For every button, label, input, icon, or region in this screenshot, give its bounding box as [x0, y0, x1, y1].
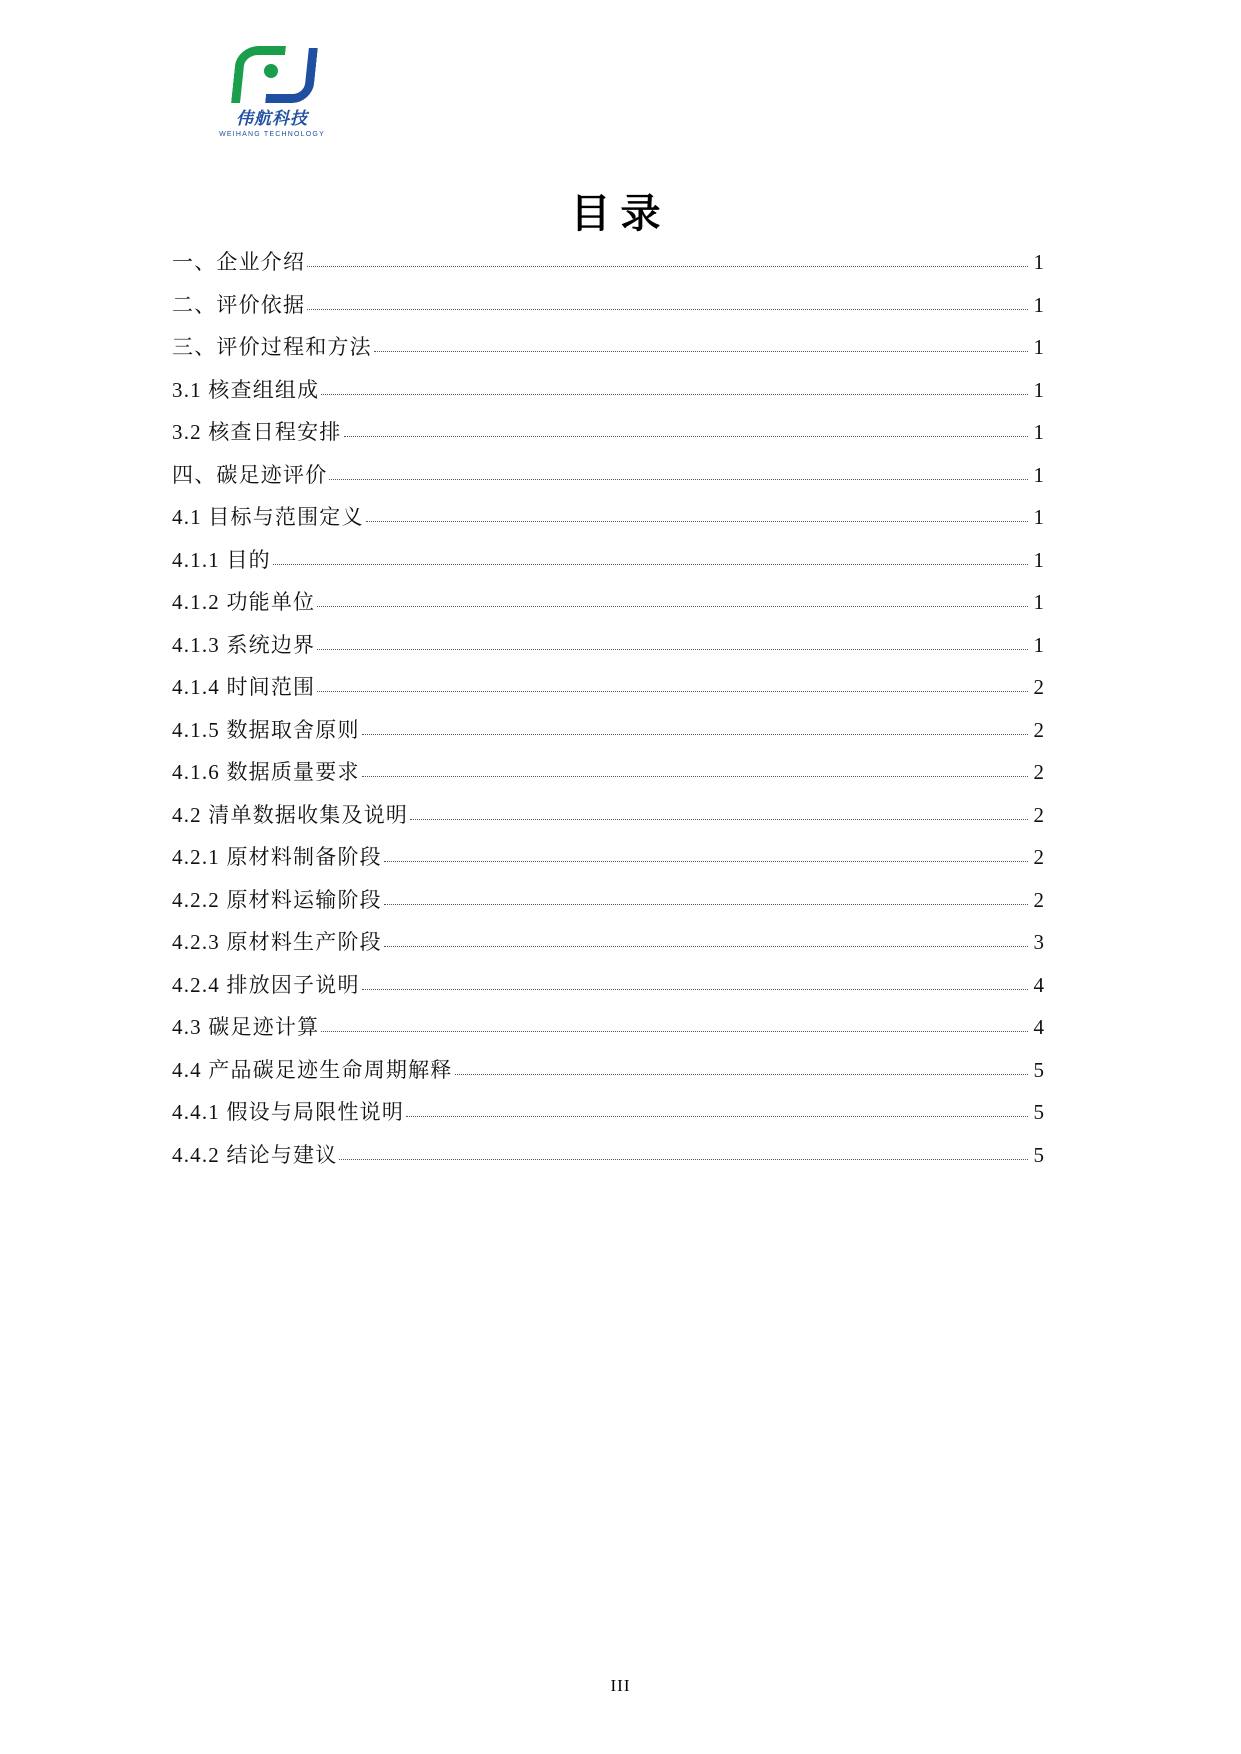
- page-number-footer: III: [610, 1676, 631, 1695]
- toc-entry[interactable]: [172, 547, 1044, 572]
- toc-entry-label: 4.2.1 原材料制备阶段: [172, 845, 382, 869]
- toc-entry-page: 1: [1033, 505, 1044, 529]
- toc-entry-page: 2: [1033, 675, 1044, 699]
- toc-entry-page: 4: [1033, 972, 1044, 997]
- toc-leader-dots: [362, 775, 1028, 777]
- toc-entry-label: 4.4 产品碳足迹生命周期解释: [172, 1057, 453, 1082]
- toc-entry-label: 3.2 核查日程安排: [172, 420, 342, 444]
- toc-entry-label: 4.1.5 数据取舍原则: [172, 717, 360, 742]
- toc-entry-label: 二、评价依据: [172, 292, 306, 317]
- toc-leader-dots: [317, 605, 1028, 607]
- toc-entry-page: 1: [1033, 420, 1044, 444]
- logo-company-subtitle: WEIHANG TECHNOLOGY: [219, 131, 325, 138]
- toc-entry[interactable]: [172, 677, 1044, 698]
- toc-entry-label: 4.1.1 目的: [172, 547, 271, 572]
- toc-entry-label: 4.4.2 结论与建议: [172, 1142, 338, 1167]
- toc-leader-dots: [455, 1073, 1029, 1075]
- toc-leader-dots: [374, 350, 1028, 352]
- toc-entry[interactable]: [172, 972, 1044, 997]
- toc-entry-page: 5: [1033, 1142, 1044, 1167]
- toc-leader-dots: [406, 1115, 1028, 1117]
- toc-entry-label: 4.2.2 原材料运输阶段: [172, 887, 382, 912]
- toc-leader-dots: [366, 520, 1028, 522]
- toc-entry-label: 4.1.4 时间范围: [172, 675, 316, 699]
- toc-entry-page: 2: [1033, 717, 1044, 742]
- toc-entry-label: 四、碳足迹评价: [172, 462, 328, 487]
- toc-entry-label: 4.1.2 功能单位: [172, 590, 316, 614]
- toc-entry[interactable]: [172, 252, 1044, 273]
- toc-entry[interactable]: [172, 507, 1044, 528]
- logo-company-name: 伟航科技: [236, 109, 308, 128]
- toc-entry[interactable]: [172, 717, 1044, 742]
- toc-entry-label: 4.1 目标与范围定义: [172, 505, 364, 529]
- toc-entry-page: 5: [1033, 1057, 1044, 1082]
- table-of-contents: [172, 252, 1044, 1187]
- toc-leader-dots: [362, 988, 1028, 990]
- toc-entry-label: 3.1 核查组组成: [172, 377, 320, 402]
- toc-entry-page: 1: [1033, 335, 1044, 359]
- toc-leader-dots: [384, 860, 1028, 862]
- toc-leader-dots: [329, 478, 1028, 480]
- toc-entry[interactable]: [172, 1017, 1044, 1038]
- toc-entry[interactable]: [172, 932, 1044, 953]
- toc-entry-page: 1: [1033, 292, 1044, 317]
- toc-leader-dots: [362, 733, 1028, 735]
- toc-entry[interactable]: [172, 337, 1044, 358]
- toc-entry-page: 2: [1033, 760, 1044, 784]
- toc-entry-page: 3: [1033, 930, 1044, 954]
- toc-leader-dots: [321, 393, 1028, 395]
- toc-entry[interactable]: [172, 592, 1044, 613]
- toc-entry-page: 1: [1033, 377, 1044, 402]
- toc-leader-dots: [307, 265, 1028, 267]
- toc-entry-page: 1: [1033, 632, 1044, 657]
- toc-entry-page: 2: [1033, 802, 1044, 827]
- toc-leader-dots: [321, 1030, 1028, 1032]
- toc-leader-dots: [317, 648, 1028, 650]
- toc-leader-dots: [410, 818, 1028, 820]
- toc-entry-label: 4.2.3 原材料生产阶段: [172, 930, 382, 954]
- toc-entry-page: 4: [1033, 1015, 1044, 1039]
- toc-entry[interactable]: [172, 377, 1044, 402]
- toc-entry[interactable]: [172, 887, 1044, 912]
- logo-mark-icon: [224, 42, 320, 100]
- toc-entry-page: 1: [1033, 547, 1044, 572]
- toc-entry-page: 5: [1033, 1100, 1044, 1124]
- toc-entry[interactable]: [172, 762, 1044, 783]
- toc-leader-dots: [273, 563, 1028, 565]
- toc-entry[interactable]: [172, 292, 1044, 317]
- toc-entry-page: 1: [1033, 250, 1044, 274]
- toc-leader-dots: [339, 1158, 1028, 1160]
- toc-entry-label: 4.2 清单数据收集及说明: [172, 802, 409, 827]
- toc-leader-dots: [384, 903, 1028, 905]
- logo-dot-icon: [264, 64, 278, 78]
- toc-entry-page: 2: [1033, 887, 1044, 912]
- toc-entry-label: 4.3 碳足迹计算: [172, 1015, 320, 1039]
- toc-entry[interactable]: [172, 1142, 1044, 1167]
- toc-entry-label: 4.4.1 假设与局限性说明: [172, 1100, 405, 1124]
- toc-entry-label: 4.1.6 数据质量要求: [172, 760, 360, 784]
- toc-leader-dots: [384, 945, 1028, 947]
- toc-entry[interactable]: [172, 632, 1044, 657]
- toc-entry-label: 4.2.4 排放因子说明: [172, 972, 360, 997]
- toc-entry[interactable]: [172, 1102, 1044, 1123]
- toc-entry-label: 4.1.3 系统边界: [172, 632, 316, 657]
- toc-entry[interactable]: [172, 802, 1044, 827]
- company-logo: [207, 42, 337, 137]
- toc-entry[interactable]: [172, 422, 1044, 443]
- toc-entry[interactable]: [172, 847, 1044, 868]
- toc-entry-page: 1: [1033, 462, 1044, 487]
- toc-entry-page: 1: [1033, 590, 1044, 614]
- toc-leader-dots: [344, 435, 1029, 437]
- toc-leader-dots: [317, 690, 1028, 692]
- toc-leader-dots: [307, 308, 1028, 310]
- toc-entry-label: 一、企业介绍: [172, 250, 306, 274]
- toc-entry-page: 2: [1033, 845, 1044, 869]
- page-title: 目录: [570, 191, 671, 236]
- toc-entry[interactable]: [172, 462, 1044, 487]
- toc-entry[interactable]: [172, 1057, 1044, 1082]
- toc-entry-label: 三、评价过程和方法: [172, 335, 372, 359]
